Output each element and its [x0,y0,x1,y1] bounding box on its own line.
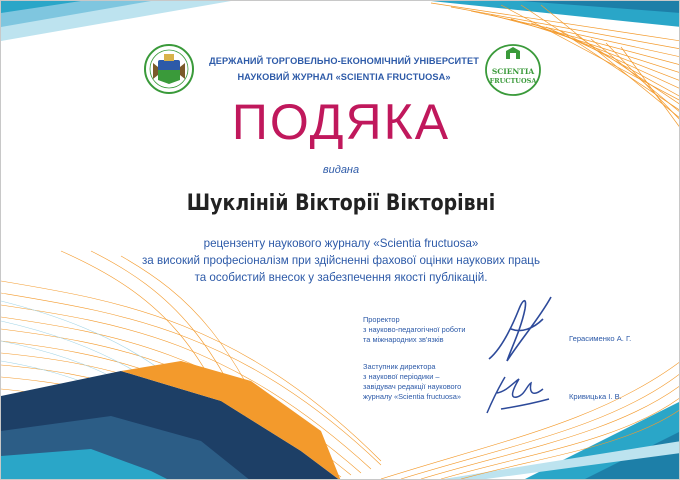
signature-2 [483,369,553,419]
journal-logo-text-bottom: FRUCTUOSA [489,77,537,85]
reason-text [1,235,680,286]
position-line: та міжнародних зв'язків [363,335,444,344]
university-crest-logo [143,43,195,95]
signatory-position-1 [363,315,466,345]
recipient-name: Шукліній Вікторії Вікторівні [186,191,496,216]
journal-name: НАУКОВИЙ ЖУРНАЛ «SCIENTIA FRUCTUOSA» [237,72,451,82]
signatory-position-2 [363,362,461,402]
signatory-name-1: Герасименко А. Г. [569,334,632,343]
position-line: Проректор [363,315,400,324]
position-line: з науково-педагогічної роботи [363,325,466,334]
university-name: ДЕРЖАНИЙ ТОРГОВЕЛЬНО-ЕКОНОМІЧНИЙ УНІВЕРСИТЕТ [209,56,479,66]
signature-1 [481,289,561,369]
signatory-name-2: Кривицька І. В. [569,392,622,401]
reason-line: та особистий внесок у забезпечення якості публікацій. [194,271,488,284]
reason-line: рецензенту наукового журналу «Scientia fructuosa» [203,237,479,250]
certificate-title: ПОДЯКА [231,94,451,150]
reason-line: за високий професіоналізм при здійсненні фахової оцінки наукових праць [141,254,540,267]
position-line: завідувач редакції наукового [363,382,462,391]
position-line: з наукової періодики – [363,372,440,381]
position-line: Заступник директора [363,362,436,371]
journal-logo-text-top: SCIENTIA [491,67,535,76]
journal-logo [484,43,542,97]
header [207,53,481,85]
position-line: журналу «Scientia fructuosa» [363,392,461,401]
issued-label: видана [322,164,360,176]
